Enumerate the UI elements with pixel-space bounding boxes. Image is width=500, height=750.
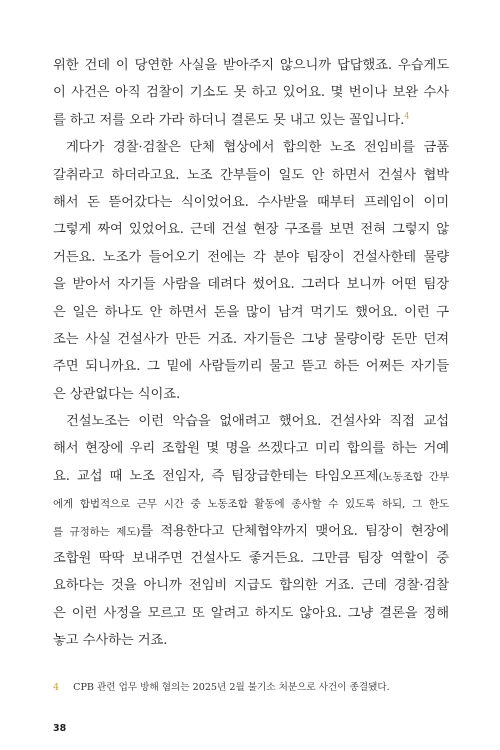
inline-note: (노동조합 간부 [378, 470, 449, 483]
text-line: 조는 사실 건설사가 만든 거죠. 자기들은 그냥 물량이랑 돈만 던져 [53, 331, 449, 347]
text-line: 놓고 수사하는 거죠. [53, 633, 168, 649]
footnote-number: 4 [53, 682, 60, 693]
text-line: 은 이런 사정을 모르고 또 알려고 하지도 않아요. 그냥 결론을 정해 [53, 605, 449, 621]
text-line: 을 받아서 자기들 사람을 데려다 썼어요. 그러다 보니까 어떤 팀장 [53, 277, 449, 293]
footnote-marker[interactable]: 4 [404, 111, 410, 121]
inline-note: 에게 합법적으로 근무 시간 중 노동조합 활동에 종사할 수 있도록 하되, 그 한도 [53, 498, 449, 511]
inline-note-close: ) [136, 525, 141, 538]
text-line: 은 일은 하나도 안 하면서 돈을 많이 남겨 먹기도 했어요. 이런 구 [53, 304, 449, 320]
text-line: 요하다는 것을 아니까 전임비 지급도 합의한 거죠. 근데 경찰·검찰 [53, 578, 449, 594]
text-line: 거든요. 노조가 들어오기 전에는 각 분야 팀장이 건설사한테 물량 [53, 249, 449, 265]
text-line: 해서 돈 뜯어갔다는 식이었어요. 수사받을 때부터 프레임이 이미 [53, 194, 449, 210]
text-line: 은 상관없다는 식이죠. [53, 386, 181, 402]
text-line: 조합원 딱딱 보내주면 건설사도 좋거든요. 그만큼 팀장 역할이 중 [53, 551, 449, 567]
text-line [53, 518, 449, 545]
body-text [53, 52, 449, 655]
text-line: 갈취라고 하더라고요. 노조 간부들이 일도 안 하면서 건설사 협박 [53, 167, 449, 183]
text-line: 해서 현장에 우리 조합원 몇 명을 쓰겠다고 미리 합의를 하는 거예 [53, 441, 449, 457]
text-line: 이 사건은 아직 검찰이 기소도 못 하고 있어요. 몇 번이나 보완 수사 [53, 85, 449, 101]
text-line: 를 하고 저를 오라 가라 하더니 결론도 못 내고 있는 꼴입니다.$^4$ [53, 111, 410, 128]
text-line [53, 490, 449, 517]
text-line: 위한 건데 이 당연한 사실을 받아주지 않으니까 답답했죠. 우습게도 [53, 58, 449, 73]
text-line: 게다가 경찰·검찰은 단체 협상에서 합의한 노조 전임비를 금품 [66, 140, 449, 156]
text-line: 주면 되니까요. 그 밑에 사람들끼리 물고 뜯고 하든 어쩌든 자기들 [53, 359, 449, 375]
text-line: 건설노조는 이런 악습을 없애려고 했어요. 건설사와 직접 교섭 [66, 414, 449, 430]
page-number: 38 [53, 723, 67, 734]
inline-note: 를 규정하는 제도 [53, 525, 137, 538]
footnote [53, 681, 449, 695]
text-line-tail: 를 적용한다고 단체협약까지 맺어요. 팀장이 현장에 [140, 523, 449, 539]
footnote-text: CPB 관련 업무 방해 혐의는 2025년 2월 불기소 처분으로 사건이 종결됐다. [73, 682, 390, 693]
text-line: 요. 교섭 때 노조 전임자, 즉 팀장급한테는 타임오프제(노동조합 간부 [53, 468, 449, 484]
text-line: 그렇게 짜여 있었어요. 근데 건설 현장 구조를 보면 전혀 그렇지 않 [53, 222, 449, 238]
